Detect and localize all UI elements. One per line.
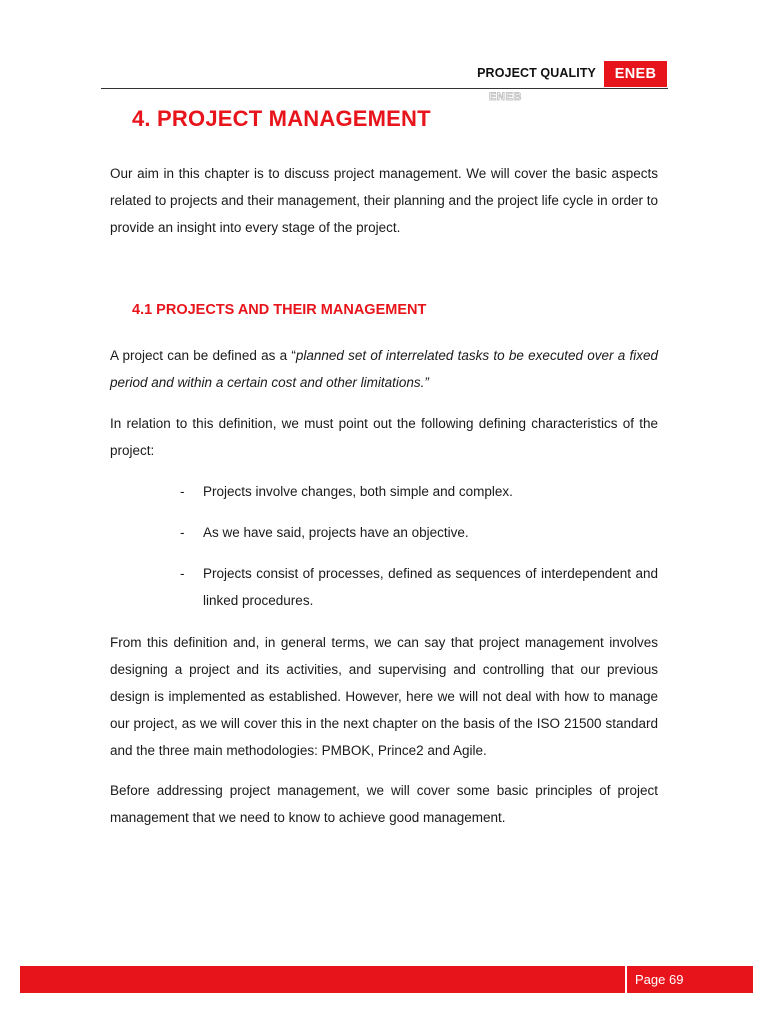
footer-bar — [20, 966, 625, 993]
header-watermark-logo: ENEB — [489, 91, 522, 103]
header-divider — [101, 88, 668, 89]
relation-paragraph: In relation to this definition, we must point out the following defining characteristics of the project: — [110, 416, 658, 458]
chapter-title: 4. PROJECT MANAGEMENT — [132, 106, 431, 131]
bullet-text: Projects involve changes, both simple and complex. — [203, 484, 513, 499]
header-badge-logo: ENEB — [604, 61, 667, 87]
definition-lead: A project can be defined as a “ — [110, 348, 296, 363]
definition-quote: planned set of interrelated tasks to be executed over a fixed period and within a certain cost and other limitations.” — [110, 348, 658, 390]
section-title: 4.1 PROJECTS AND THEIR MANAGEMENT — [132, 302, 427, 318]
page-number: Page 69 — [627, 966, 753, 993]
principles-paragraph: Before addressing project management, we will cover some basic principles of project management that we need to know to achieve good management. — [110, 783, 658, 825]
bullet-text: As we have said, projects have an objective. — [203, 525, 469, 540]
bullet-dash: - — [180, 566, 185, 581]
chapter-intro-paragraph: Our aim in this chapter is to discuss project management. We will cover the basic aspects related to projects and their management, their planning and the project life cycle in order to provide an insight into every stage of the project. — [110, 166, 658, 235]
bullet-text: Projects consist of processes, defined as sequences of interdependent and linked procedures. — [203, 566, 658, 608]
definition-paragraph — [110, 342, 658, 396]
bullet-dash: - — [180, 525, 185, 540]
management-paragraph: From this definition and, in general terms, we can say that project management involves designing a project and its activities, and supervising and controlling that our previous design is implemented as established. However, here we will not deal with how to manage our project, as we will cover this in the next chapter on the basis of the ISO 21500 standard and the three main methodologies: PMBOK, Prince2 and Agile. — [110, 635, 658, 758]
page-header — [0, 0, 768, 120]
bullet-dash: - — [180, 484, 185, 499]
header-title: PROJECT QUALITY — [477, 66, 596, 80]
